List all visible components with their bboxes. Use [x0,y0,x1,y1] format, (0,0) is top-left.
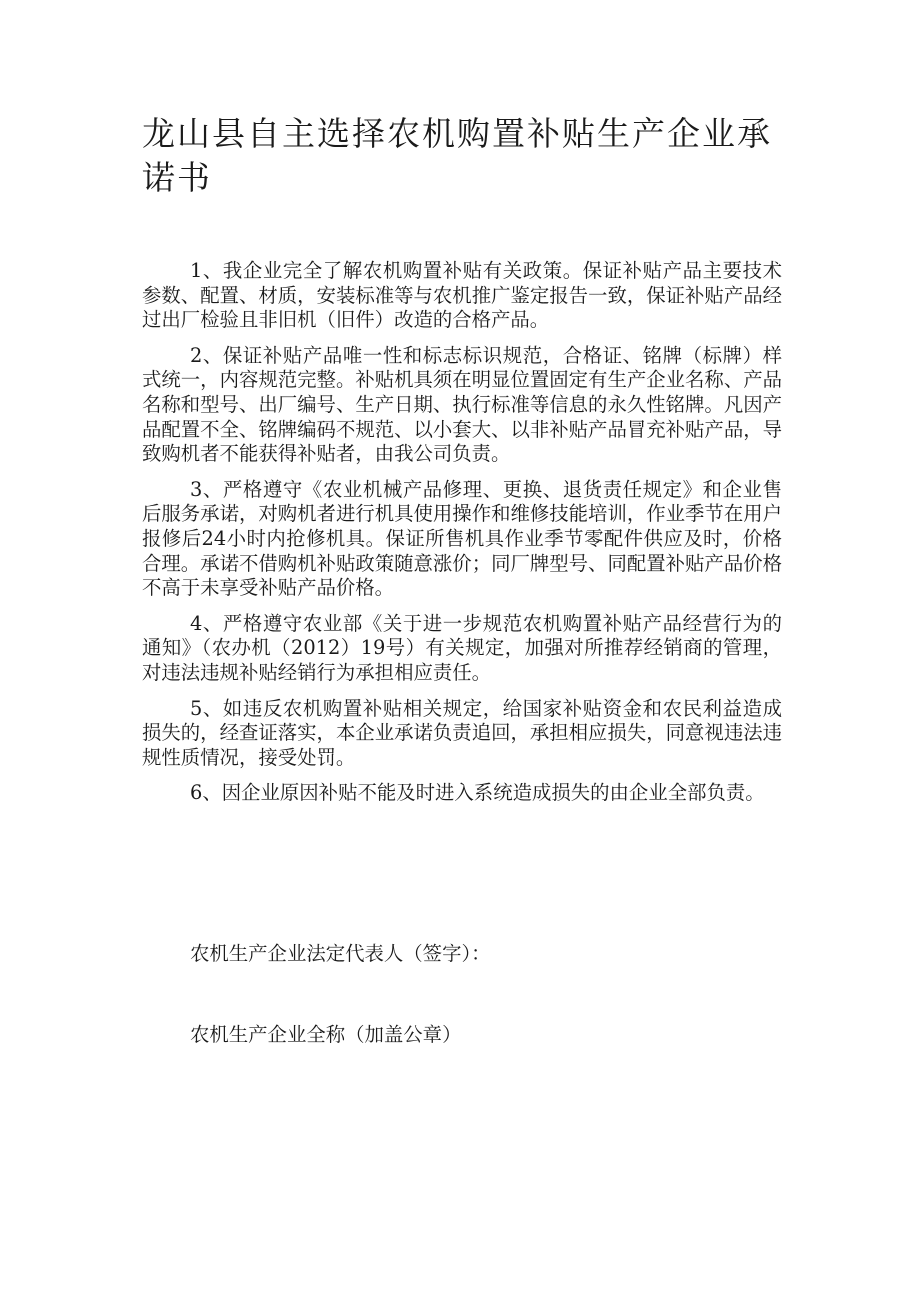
document-body [142,259,782,817]
commitment-paragraph-5: 5、如违反农机购置补贴相关规定，给国家补贴资金和农民利益造成损失的，经查证落实，本企业承诺负责追回，承担相应损失，同意视违法违规性质情况，接受处罚。 [142,696,782,769]
commitment-paragraph-2: 2、保证补贴产品唯一性和标志标识规范，合格证、铭牌（标牌）样式统一，内容规范完整。补贴机具须在明显位置固定有生产企业名称、产品名称和型号、出厂编号、生产日期、执行标准等信息的永久性铭牌。凡因产品配置不全、铭牌编码不规范、以小套大、以非补贴产品冒充补贴产品，导致购机者不能获得补贴者，由我公司负责。 [142,343,782,466]
company-name-seal-line: 农机生产企业全称（加盖公章） [190,1023,462,1046]
commitment-paragraph-3: 3、严格遵守《农业机械产品修理、更换、退货责任规定》和企业售后服务承诺，对购机者进行机具使用操作和维修技能培训，作业季节在用户报修后24小时内抢修机具。保证所售机具作业季节零配件供应及时，价格合理。承诺不借购机补贴政策随意涨价；同厂牌型号、同配置补贴产品价格不高于未享受补贴产品价格。 [142,477,782,600]
legal-representative-signature-line: 农机生产企业法定代表人（签字）： [190,942,491,965]
document-title: 龙山县自主选择农机购置补贴生产企业承诺书 [142,114,772,197]
commitment-paragraph-4: 4、严格遵守农业部《关于进一步规范农机购置补贴产品经营行为的通知》（农办机（2012）19号）有关规定，加强对所推荐经销商的管理，对违法违规补贴经销行为承担相应责任。 [142,611,782,684]
commitment-paragraph-1: 1、我企业完全了解农机购置补贴有关政策。保证补贴产品主要技术参数、配置、材质，安装标准等与农机推广鉴定报告一致，保证补贴产品经过出厂检验且非旧机（旧件）改造的合格产品。 [142,259,782,332]
commitment-paragraph-6: 6、因企业原因补贴不能及时进入系统造成损失的由企业全部负责。 [190,781,765,805]
